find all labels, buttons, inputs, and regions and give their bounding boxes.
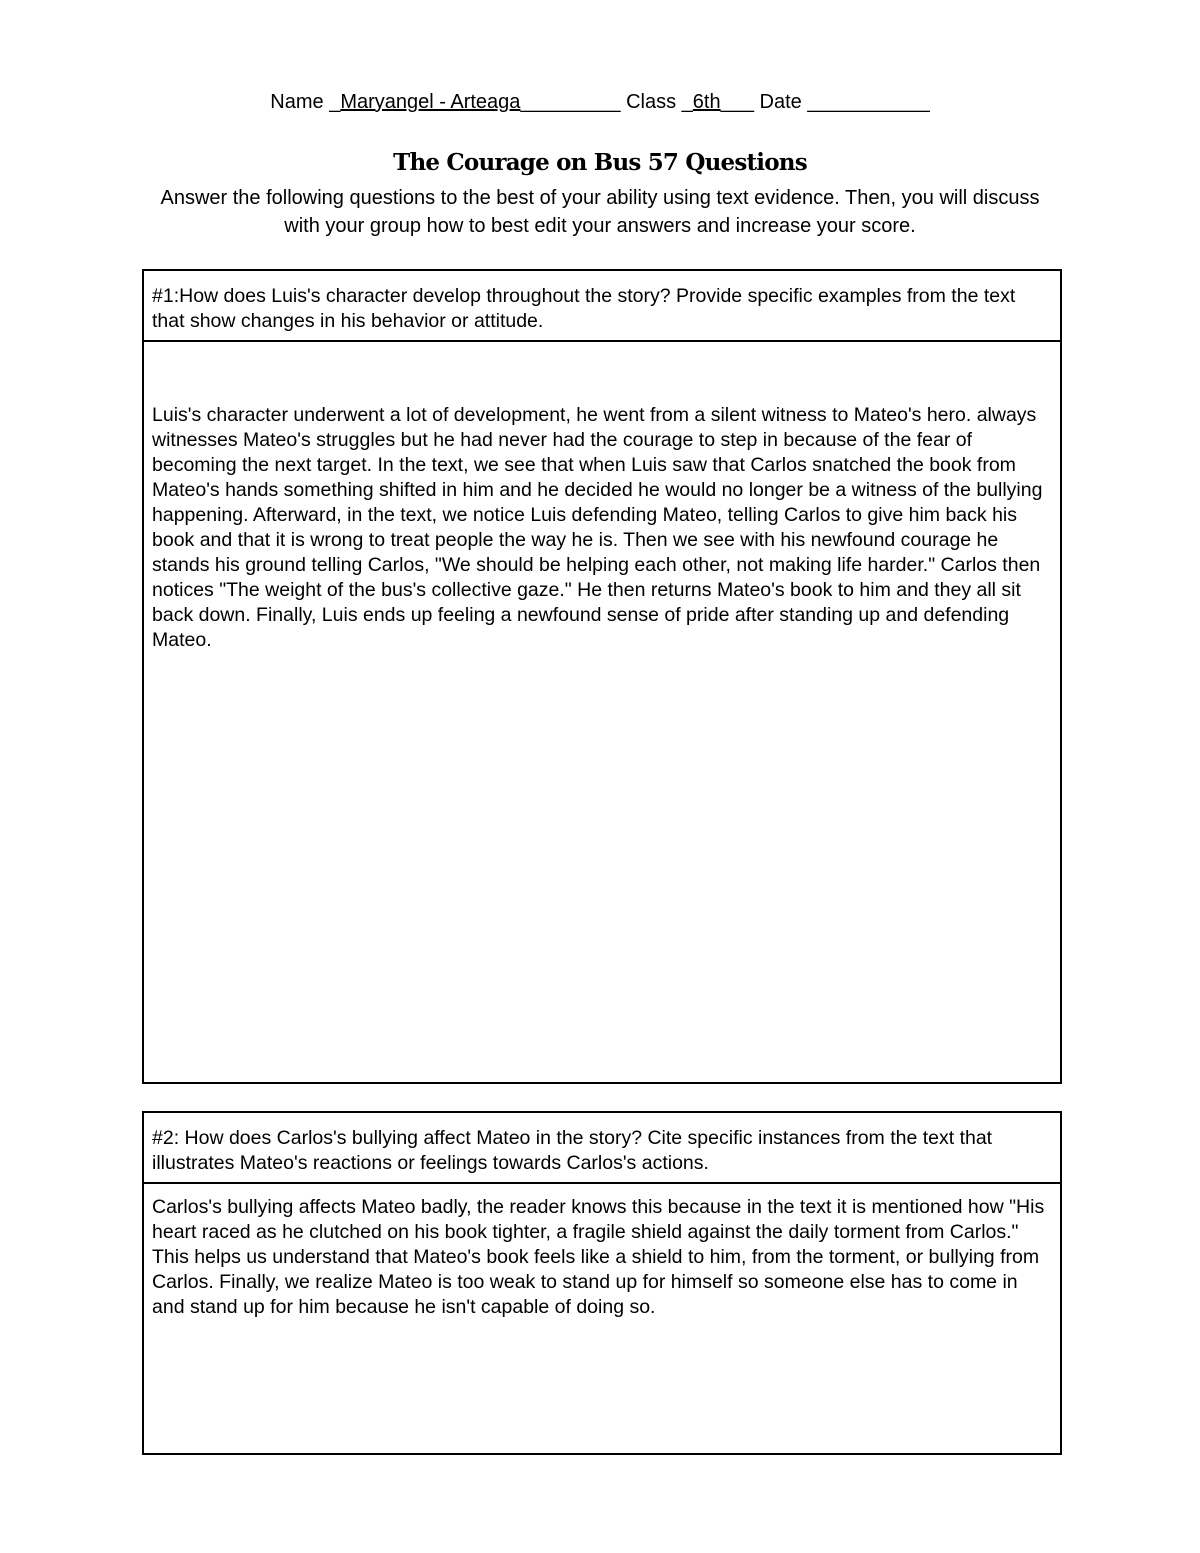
student-info-line: [0, 88, 1200, 116]
name-label: Name: [270, 91, 330, 113]
question-2-prompt: #2: How does Carlos's bullying affect Mateo in the story? Cite specific instances from the text that illustrates Mateo's reactions or feelings towards Carlos's actions.: [144, 1113, 1060, 1184]
question-2-answer[interactable]: Carlos's bullying affects Mateo badly, the reader knows this because in the text it is mentioned how "His heart raced as he clutched on his book tighter, a fragile shield against the daily torment from Carlos." This helps us understand that Mateo's book feels like a shield to him, from the torment, or bullying from Carlos. Finally, we realize Mateo is too weak to stand up for himself so someone else has to come in and stand up for him because he isn't capable of doing so.: [152, 1196, 1045, 1318]
class-field-prefix: _: [681, 91, 693, 113]
date-field[interactable]: ___________: [807, 91, 930, 113]
question-1-answer[interactable]: Luis's character underwent a lot of development, he went from a silent witness to Mateo's hero. always witnesses Mateo's struggles but he had never had the courage to step in because of the fear of becoming the next target. In the text, we see that when Luis saw that Carlos snatched the book from Mateo's hands something shifted in him and he decided he would no longer be a witness of the bullying happening. Afterward, in the text, we notice Luis defending Mateo, telling Carlos to give him back his book and that it is wrong to treat people the way he is. Then we see with his newfound courage he stands his ground telling Carlos, "We should be helping each other, not making life harder." Carlos then notices "The weight of the bus's collective gaze." He then returns Mateo's book to him and they all sit back down. Finally, Luis ends up feeling a newfound sense of pride after standing up and defending Mateo.: [152, 404, 1043, 651]
name-field-prefix: _: [329, 91, 341, 113]
name-field-suffix: _________: [520, 91, 621, 113]
instructions-text: Answer the following questions to the best of your ability using text evidence. Then, you will discuss with your group how to best edit your answers and increase your score.: [160, 187, 1040, 237]
class-field-value[interactable]: 6th: [692, 91, 721, 113]
name-field-value[interactable]: Maryangel - Arteaga: [340, 91, 521, 113]
question-1-prompt: #1:How does Luis's character develop throughout the story? Provide specific examples from the text that show changes in his behavior or attitude.: [144, 271, 1060, 342]
class-field-suffix: ___: [720, 91, 754, 113]
date-label: Date: [753, 91, 808, 113]
question-box-1: [142, 269, 1062, 1084]
class-label: Class: [620, 91, 682, 113]
page-title: The Courage on Bus 57 Questions: [393, 149, 807, 176]
question-box-2: [142, 1111, 1062, 1455]
